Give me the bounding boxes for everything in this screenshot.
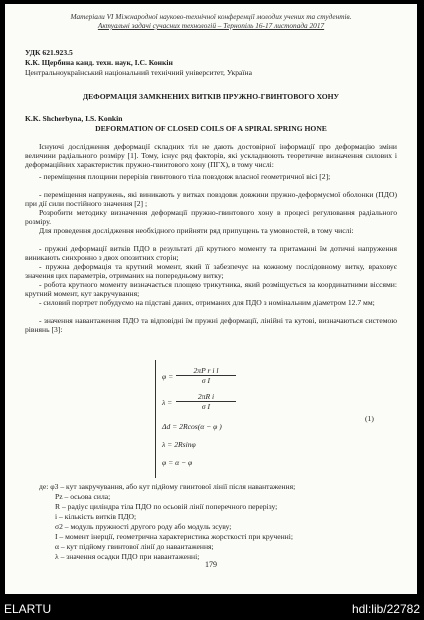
affiliation: Центральноукраїнський національний технічний університет, Україна <box>25 68 252 77</box>
paragraph: Для проведення дослідження необхідного прийняти ряд припущень та умовностей, в тому числі: <box>39 226 354 235</box>
repository-name: ELARTU <box>4 602 52 616</box>
definition-item: Pz – осьова сила; <box>55 492 111 501</box>
paragraph: - значення навантаження ПДО та відповідні їм пружні деформації, лінійні та кутові, визначаються системою рівнянь [3]: <box>25 316 397 334</box>
formula-numerator: 2πR i <box>176 392 236 402</box>
paragraph: - робота крутного моменту визначається площею трикутника, який розміщується за координатними віссями: крутний момент, кут закручування; <box>25 280 397 298</box>
formula-lhs: λ = <box>162 398 173 407</box>
paragraph: - силовий портрет побудуємо на підставі даних, отриманих для ПДО з номінальним діаметром 12.7 мм; <box>39 298 375 307</box>
authors-en: K.K. Shcherbyna, I.S. Konkin <box>25 114 123 123</box>
document-page <box>5 4 417 594</box>
title-en: DEFORMATION OF CLOSED COILS OF A SPIRAL SPRING HONE <box>95 124 327 133</box>
conference-header <box>35 12 387 30</box>
definition-item: λ – значення осадки ПДО при навантаженні; <box>55 552 200 561</box>
definition-item: I – момент інерції, геометрична характеристика жорсткості при крученні; <box>55 532 293 541</box>
paragraph: - пружні деформації витків ПДО в результаті дії крутного моменту та притаманні їм дотичні напруження виникають синхронно з двох опозитних сторін; <box>25 244 397 262</box>
paragraph: - пружна деформація та крутний момент, який її забезпечує на кожному послідовному витку, враховує значення цих параметрів, отриманих на попередньому витку; <box>25 262 397 280</box>
equation-system <box>155 360 246 478</box>
formula-denominator: σ I <box>201 402 211 411</box>
formula-line: Δd = 2Rcos(α − φ ) <box>162 422 222 431</box>
formula-denominator: σ I <box>201 376 211 385</box>
paragraph: Розробити методику визначення деформації пружно-гвинтового хону в процесі регулювання радіального розміру. <box>25 208 397 226</box>
footer-bar <box>0 598 424 620</box>
definition-item: R – радіус циліндра тіла ПДО по осьовій лінії поперечного перерізу; <box>55 502 278 511</box>
formula-lhs: φ = <box>162 372 174 381</box>
header-line-2: Актуальні задачі сучасних технологій – Тернопіль 16-17 листопада 2017 <box>97 21 325 30</box>
definition-item: i – кількість витків ПДО; <box>55 512 137 521</box>
paragraph: Існуючі дослідження деформації складних тіл не дають достовірної інформації про деформацію зміни величини радіального розміру [1]. Тому, існує ряд факторів, які ускладнюють теоретичне визначення силових і деформаційних характеристик пружно-гвинтового хону (ПГХ), в тому числі: <box>25 142 397 169</box>
definition-item: де: φ3 – кут закручування, або кут підйому гвинтової лінії після навантаження; <box>39 482 296 491</box>
title-ua: ДЕФОРМАЦІЯ ЗАМКНЕНИХ ВИТКІВ ПРУЖНО-ГВИНТОВОГО ХОНУ <box>82 92 340 101</box>
formula-numerator: 2πP r i l <box>176 366 236 376</box>
definition-item: σ2 – модуль пружності другого роду або модуль зсуву; <box>55 522 232 531</box>
definition-item: α – кут підйому гвинтової лінії до навантаження; <box>55 542 214 551</box>
authors-ua: К.К. Щербина канд. техн. наук, І.С. Конкін <box>25 58 173 67</box>
header-line-1: Матеріали VI Міжнародної науково-технічної конференції молодих учених та студентів. <box>70 12 352 21</box>
formula-line: φ = α − φ <box>162 458 193 467</box>
paragraph: - переміщення напружень, які виникають у витках повздовж довжини пружно-деформуємої оболонки (ПДО) при дії сили постійного значення [2] ; <box>25 190 397 208</box>
formula-fraction <box>176 392 236 411</box>
formula-line: λ = 2Rsinφ <box>162 440 196 449</box>
udk-code: УДК 621.923.5 <box>25 48 73 57</box>
paragraph: - переміщення площини перерізів гвинтового тіла повздовж власної геометричної вісі [2]; <box>39 172 331 181</box>
formula-fraction <box>176 366 236 385</box>
page-number: 179 <box>205 560 217 569</box>
equation-number: (1) <box>365 414 374 423</box>
handle-id: hdl:lib/22782 <box>351 602 420 616</box>
